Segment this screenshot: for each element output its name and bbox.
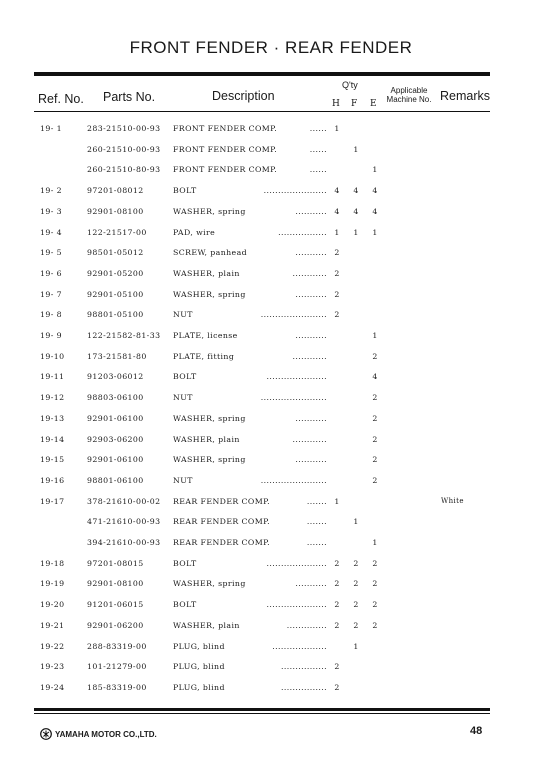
qty-e-cell: 2 (372, 413, 378, 423)
parts-no-cell: 92901-08100 (87, 579, 144, 589)
parts-no-cell: 122-21582-81-33 (87, 331, 161, 340)
table-row (0, 573, 542, 593)
qty-e-cell: 2 (372, 558, 378, 568)
qty-e-cell: 1 (372, 227, 378, 237)
leader-dots: ................ (280, 662, 327, 672)
table-row (0, 284, 542, 304)
table-row (0, 387, 542, 407)
ref-no-cell: 19- 3 (40, 206, 62, 216)
qty-h-cell: 2 (334, 600, 340, 610)
qty-f-cell: 2 (353, 579, 359, 589)
description-cell: BOLT (173, 558, 197, 568)
ref-no-cell: 19-13 (40, 413, 65, 423)
parts-no-cell: 260-21510-80-93 (87, 165, 161, 175)
qty-h-cell: 1 (334, 124, 340, 133)
qty-e-cell: 2 (372, 434, 378, 444)
description-cell: FRONT FENDER COMP. (173, 124, 278, 133)
table-row (0, 366, 542, 386)
parts-no-cell: 92903-06200 (87, 434, 144, 444)
header-qty-h: H (332, 99, 340, 109)
description-cell: NUT (173, 475, 193, 485)
leader-dots: ........... (295, 413, 327, 423)
table-row (0, 656, 542, 676)
parts-no-cell: 91203-06012 (87, 372, 144, 382)
table-row (0, 304, 542, 324)
description-cell: PLUG, blind (173, 662, 225, 672)
footer-rule-thin (34, 713, 490, 714)
parts-no-cell: 98501-05012 (87, 248, 144, 258)
leader-dots: ..................... (266, 558, 327, 568)
table-row (0, 636, 542, 656)
table-row (0, 118, 542, 138)
description-cell: PLATE, license (173, 331, 238, 340)
leader-dots: ..................... (266, 600, 327, 610)
parts-no-cell: 101-21279-00 (87, 662, 147, 672)
ref-no-cell: 19- 6 (40, 268, 62, 278)
table-row (0, 346, 542, 366)
ref-no-cell: 19- 9 (40, 331, 62, 340)
qty-e-cell: 2 (372, 393, 378, 403)
table-row (0, 325, 542, 345)
qty-e-cell: 1 (372, 538, 378, 547)
header-description: Description (212, 89, 275, 103)
ref-no-cell: 19-23 (40, 662, 65, 672)
header-rule-top (34, 72, 490, 76)
description-cell: WASHER, spring (173, 579, 246, 589)
parts-no-cell: 98803-06100 (87, 393, 144, 403)
header-remarks: Remarks (440, 89, 491, 103)
qty-f-cell: 1 (353, 517, 359, 527)
table-row (0, 615, 542, 635)
footer-rule-thick (34, 708, 490, 711)
qty-e-cell: 2 (372, 579, 378, 589)
leader-dots: ...... (309, 144, 327, 154)
qty-f-cell: 4 (353, 206, 359, 216)
ref-no-cell: 19- 7 (40, 289, 62, 299)
parts-no-cell: 92901-06100 (87, 413, 144, 423)
leader-dots: ....................... (260, 310, 327, 320)
ref-no-cell: 19-20 (40, 600, 65, 610)
table-row (0, 677, 542, 697)
table-row (0, 429, 542, 449)
parts-no-cell: 122-21517-00 (87, 227, 147, 237)
qty-e-cell: 2 (372, 620, 378, 630)
header-qty-e: E (370, 99, 377, 109)
leader-dots: ..................... (266, 372, 327, 382)
table-row (0, 263, 542, 283)
parts-no-cell: 92901-05200 (87, 268, 144, 278)
parts-no-cell: 92901-08100 (87, 206, 144, 216)
leader-dots: ............ (292, 434, 327, 444)
qty-f-cell: 4 (353, 186, 359, 196)
description-cell: WASHER, plain (173, 268, 240, 278)
table-row (0, 408, 542, 428)
qty-f-cell: 2 (353, 600, 359, 610)
ref-no-cell: 19-11 (40, 372, 65, 382)
table-row (0, 139, 542, 159)
qty-f-cell: 2 (353, 620, 359, 630)
leader-dots: ............ (292, 351, 327, 361)
qty-e-cell: 2 (372, 600, 378, 610)
qty-h-cell: 1 (334, 227, 340, 237)
qty-h-cell: 2 (334, 662, 340, 672)
qty-h-cell: 2 (334, 579, 340, 589)
description-cell: REAR FENDER COMP. (173, 496, 271, 506)
ref-no-cell: 19- 2 (40, 186, 62, 196)
parts-no-cell: 173-21581-80 (87, 351, 147, 361)
qty-h-cell: 2 (334, 682, 340, 692)
leader-dots: ...... (309, 165, 327, 175)
parts-no-cell: 97201-08012 (87, 186, 144, 196)
qty-e-cell: 2 (372, 455, 378, 465)
table-row (0, 553, 542, 573)
description-cell: WASHER, spring (173, 206, 246, 216)
qty-f-cell: 1 (353, 227, 359, 237)
yamaha-tuning-fork-icon (40, 728, 52, 740)
ref-no-cell: 19-16 (40, 475, 65, 485)
parts-no-cell: 91201-06015 (87, 600, 144, 610)
parts-no-cell: 260-21510-00-93 (87, 144, 161, 154)
leader-dots: ................. (278, 227, 327, 237)
qty-h-cell: 2 (334, 248, 340, 258)
parts-no-cell: 394-21610-00-93 (87, 538, 161, 547)
leader-dots: .............. (286, 620, 327, 630)
qty-h-cell: 1 (334, 496, 340, 506)
leader-dots: ........... (295, 289, 327, 299)
leader-dots: ....... (306, 517, 327, 527)
page-title: FRONT FENDER · REAR FENDER (129, 38, 413, 57)
description-cell: WASHER, plain (173, 620, 240, 630)
qty-e-cell: 1 (372, 165, 378, 175)
company-logo (40, 728, 157, 740)
leader-dots: ....... (306, 538, 327, 547)
description-cell: NUT (173, 310, 193, 320)
leader-dots: ...................... (263, 186, 327, 196)
description-cell: BOLT (173, 600, 197, 610)
description-cell: PLUG, blind (173, 641, 225, 651)
qty-h-cell: 2 (334, 289, 340, 299)
description-cell: WASHER, spring (173, 413, 246, 423)
qty-h-cell: 2 (334, 620, 340, 630)
table-row (0, 222, 542, 242)
qty-f-cell: 2 (353, 558, 359, 568)
header-parts-no: Parts No. (103, 90, 156, 104)
qty-h-cell: 2 (334, 268, 340, 278)
leader-dots: ............ (292, 268, 327, 278)
ref-no-cell: 19-18 (40, 558, 65, 568)
qty-f-cell: 1 (353, 144, 359, 154)
ref-no-cell: 19- 5 (40, 248, 62, 258)
header-applicable-line2: Machine No. (386, 95, 432, 104)
leader-dots: ....................... (260, 393, 327, 403)
description-cell: PLATE, fitting (173, 351, 235, 361)
leader-dots: ....................... (260, 475, 327, 485)
ref-no-cell: 19-15 (40, 455, 65, 465)
table-row (0, 159, 542, 179)
ref-no-cell: 19-24 (40, 682, 65, 692)
leader-dots: ........... (295, 248, 327, 258)
ref-no-cell: 19-12 (40, 393, 65, 403)
parts-no-cell: 97201-08015 (87, 558, 144, 568)
qty-f-cell: 1 (353, 641, 359, 651)
page-number: 48 (470, 725, 483, 737)
qty-e-cell: 2 (372, 351, 378, 361)
qty-e-cell: 1 (372, 331, 378, 340)
description-cell: FRONT FENDER COMP. (173, 144, 278, 154)
header-ref-no: Ref. No. (38, 92, 84, 106)
qty-e-cell: 4 (372, 206, 378, 216)
table-row (0, 511, 542, 531)
qty-e-cell: 4 (372, 186, 378, 196)
table-row (0, 532, 542, 552)
parts-no-cell: 288-83319-00 (87, 641, 147, 651)
table-row (0, 491, 542, 511)
ref-no-cell: 19-17 (40, 496, 65, 506)
company-name: YAMAHA MOTOR CO.,LTD. (55, 729, 157, 739)
leader-dots: ........... (295, 579, 327, 589)
parts-no-cell: 471-21610-00-93 (87, 517, 161, 527)
table-row (0, 470, 542, 490)
table-row (0, 180, 542, 200)
ref-no-cell: 19-10 (40, 351, 65, 361)
ref-no-cell: 19-19 (40, 579, 65, 589)
qty-h-cell: 2 (334, 310, 340, 320)
table-row (0, 242, 542, 262)
leader-dots: ................... (272, 641, 327, 651)
qty-e-cell: 2 (372, 475, 378, 485)
ref-no-cell: 19- 8 (40, 310, 62, 320)
description-cell: REAR FENDER COMP. (173, 517, 271, 527)
description-cell: BOLT (173, 372, 197, 382)
remarks-cell: White (441, 496, 464, 505)
description-cell: WASHER, spring (173, 289, 246, 299)
description-cell: BOLT (173, 186, 197, 196)
table-row (0, 201, 542, 221)
leader-dots: ........... (295, 206, 327, 216)
header-rule-bottom (34, 111, 490, 112)
parts-no-cell: 92901-06200 (87, 620, 144, 630)
ref-no-cell: 19-14 (40, 434, 65, 444)
header-qty: Q'ty (342, 80, 358, 90)
table-row (0, 449, 542, 469)
qty-e-cell: 4 (372, 372, 378, 382)
parts-no-cell: 185-83319-00 (87, 682, 147, 692)
ref-no-cell: 19-22 (40, 641, 65, 651)
ref-no-cell: 19- 1 (40, 124, 62, 133)
parts-no-cell: 283-21510-00-93 (87, 124, 161, 133)
table-row (0, 594, 542, 614)
description-cell: PAD, wire (173, 227, 216, 237)
description-cell: SCREW, panhead (173, 248, 248, 258)
leader-dots: ...... (309, 124, 327, 133)
header-qty-f: F (351, 99, 358, 109)
leader-dots: ........... (295, 331, 327, 340)
description-cell: WASHER, spring (173, 455, 246, 465)
parts-no-cell: 98801-06100 (87, 475, 144, 485)
header-applicable (384, 86, 434, 104)
leader-dots: ................ (280, 682, 327, 692)
description-cell: WASHER, plain (173, 434, 240, 444)
description-cell: FRONT FENDER COMP. (173, 165, 278, 175)
description-cell: REAR FENDER COMP. (173, 538, 271, 547)
qty-h-cell: 2 (334, 558, 340, 568)
description-cell: PLUG, blind (173, 682, 225, 692)
qty-h-cell: 4 (334, 206, 340, 216)
ref-no-cell: 19- 4 (40, 227, 62, 237)
leader-dots: ....... (306, 496, 327, 506)
parts-no-cell: 98801-05100 (87, 310, 144, 320)
parts-no-cell: 378-21610-00-02 (87, 496, 161, 506)
leader-dots: ........... (295, 455, 327, 465)
qty-h-cell: 4 (334, 186, 340, 196)
parts-no-cell: 92901-06100 (87, 455, 144, 465)
description-cell: NUT (173, 393, 193, 403)
header-applicable-line1: Applicable (390, 86, 428, 95)
parts-no-cell: 92901-05100 (87, 289, 144, 299)
ref-no-cell: 19-21 (40, 620, 65, 630)
